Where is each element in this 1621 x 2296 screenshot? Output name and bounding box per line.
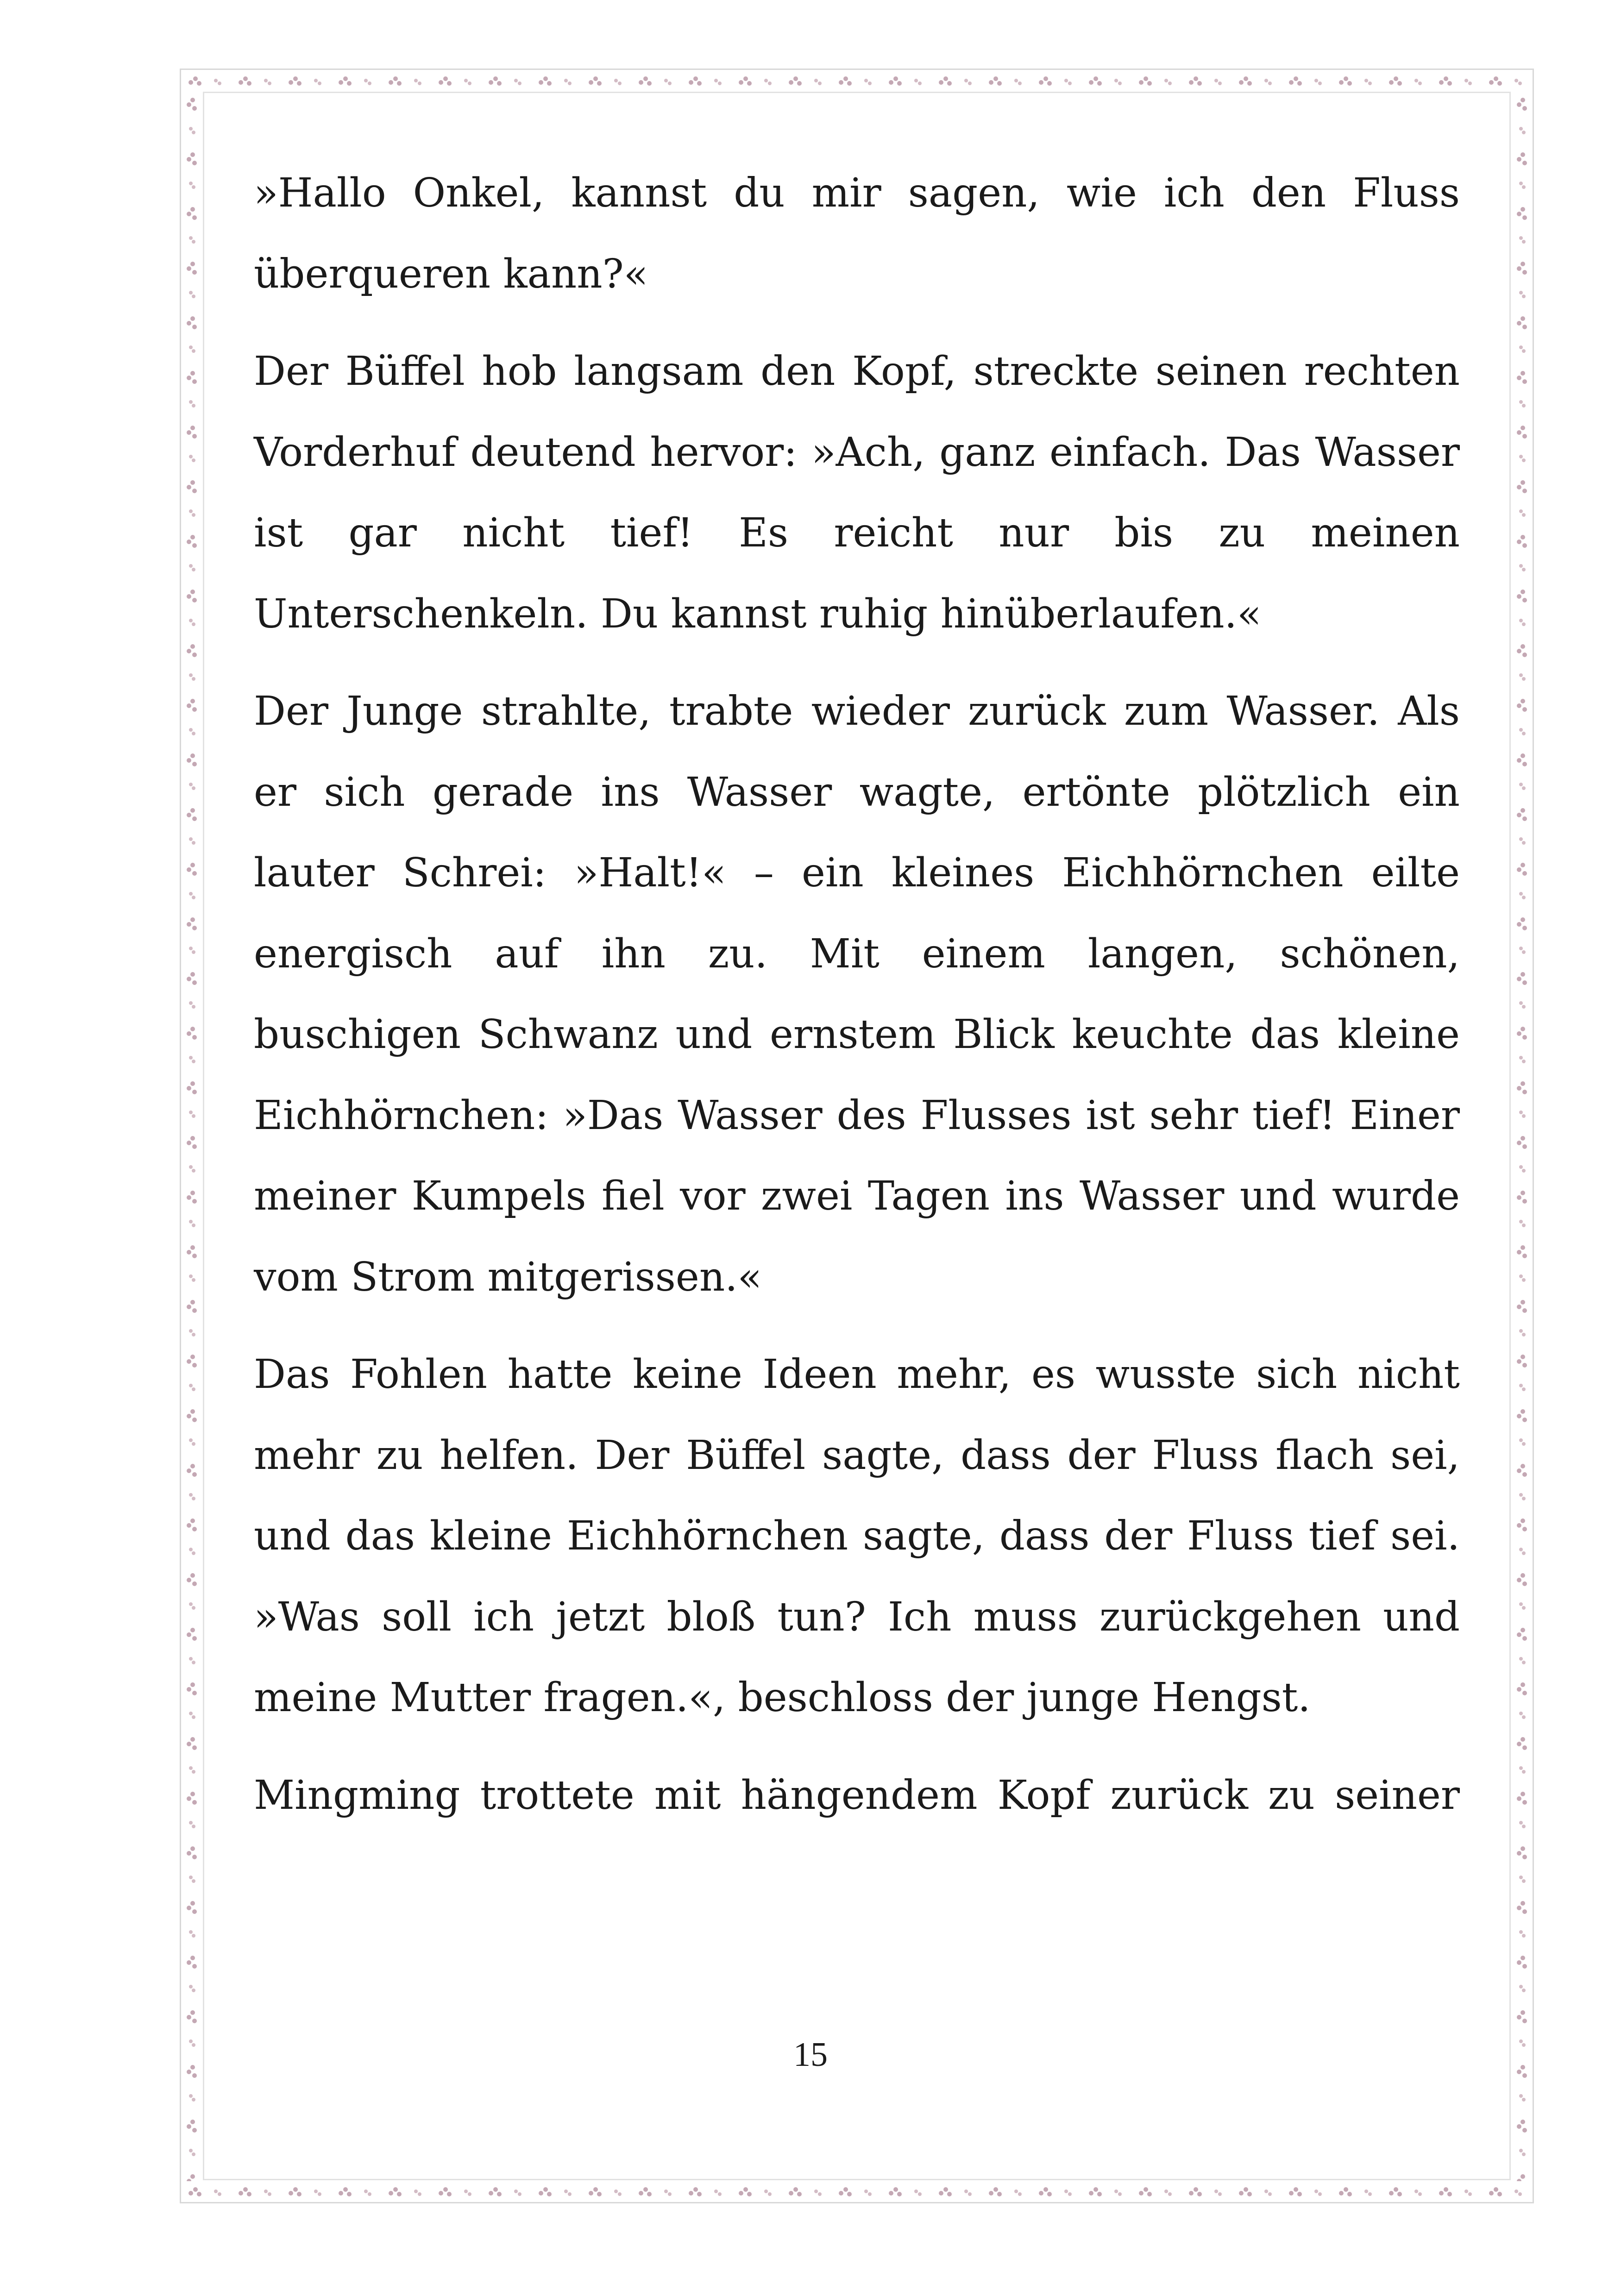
floral-border-right: [1512, 91, 1532, 2181]
text-body: [254, 153, 1460, 1852]
paragraph: »Hallo Onkel, kannst du mir sagen, wie ich den Fluss überqueren kann?«: [254, 170, 1460, 297]
floral-border-right-icon: [1512, 91, 1532, 2181]
paragraph: Der Junge strahlte, trabte wieder zurück zum Wasser. Als er sich gerade ins Wasser wagte, ertönte plötzlich ein lauter Schrei: »Halt!« – ein kleines Eichhörnchen eilte energisch auf ihn zu. Mit einem langen, schönen, buschigen Schwanz und ernstem Blick keuchte das kleine Eichhörnchen: »Das Wasser des Flusses ist sehr tief! Einer meiner Kumpels fiel vor zwei Tagen ins Wasser und wurde vom Strom mitgerissen.«: [254, 688, 1460, 1300]
paragraph: Mingming trottete mit hängendem Kopf zurück zu seiner: [254, 1772, 1460, 1819]
floral-border-top: [182, 70, 1532, 91]
paragraph: Das Fohlen hatte keine Ideen mehr, es wusste sich nicht mehr zu helfen. Der Büffel sagte, dass der Fluss flach sei, und das kleine Eichhörnchen sagte, dass der Fluss tief sei. »Was soll ich jetzt bloß tun? Ich muss zurückgehen und meine Mutter fragen.«, beschloss der junge Hengst.: [254, 1351, 1460, 1721]
floral-border-left: [182, 91, 202, 2181]
floral-border-left-icon: [182, 91, 202, 2181]
paragraph: Der Büffel hob langsam den Kopf, streckte seinen rechten Vorderhuf deutend hervor: »Ach, ganz einfach. Das Wasser ist gar nicht tief! Es reicht nur bis zu meinen Unterschenkeln. Du kannst ruhig hinüberlaufen.«: [254, 348, 1460, 637]
page-number: 15: [793, 2036, 828, 2074]
floral-border-bottom: [182, 2181, 1532, 2202]
floral-border-top-icon: [182, 70, 1532, 91]
floral-border-bottom-icon: [182, 2181, 1532, 2202]
